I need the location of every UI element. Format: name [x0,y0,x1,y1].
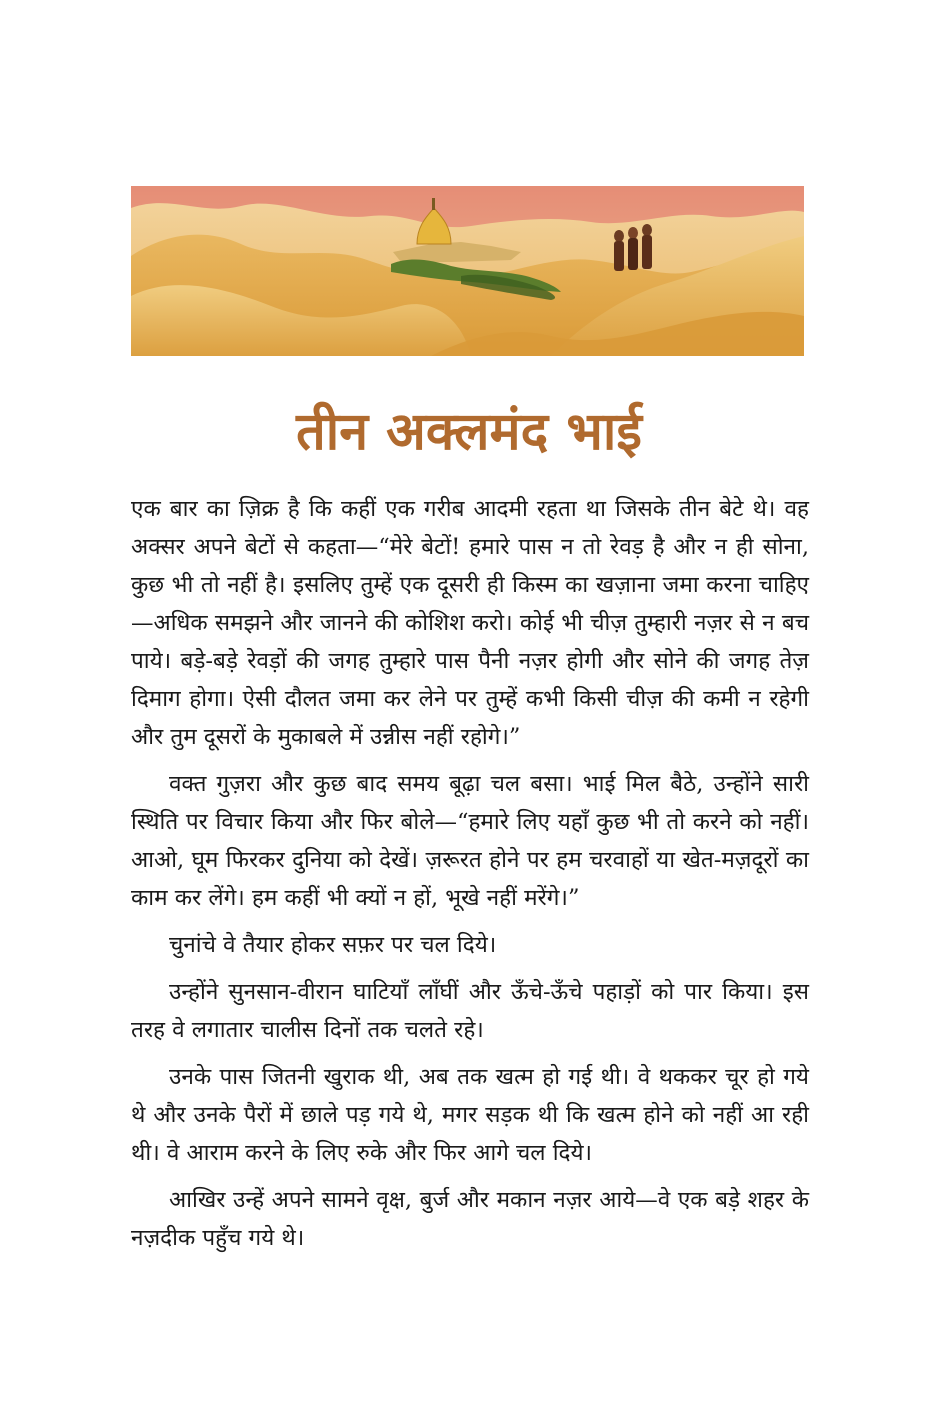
dome-spire [432,198,435,210]
three-travellers [614,224,652,271]
paragraph-4: उन्होंने सुनसान-वीरान घाटियाँ लाँघीं और ऊँचे-ऊँचे पहाड़ों को पार किया। इस तरह वे लगातार चालीस दिनों तक चलते रहे। [131,979,809,1043]
paragraph-2: वक्त गुज़रा और कुछ बाद समय बूढ़ा चल बसा। भाई मिल बैठे, उन्होंने सारी स्थिति पर विचार किया और फिर बोले—“हमारे लिए यहाँ कुछ भी तो करने को नहीं। आओ, घूम फिरकर दुनिया को देखें। ज़रूरत होने पर हम चरवाहों या खेत-मज़दूरों का काम कर लेंगे। हम कहीं भी क्यों न हों, भूखे नहीं मरेंगे।” [131,771,809,911]
story-title: तीन अक्लमंद भाई [296,402,642,462]
paragraph-6: आखिर उन्हें अपने सामने वृक्ष, बुर्ज और मकान नज़र आये—वे एक बड़े शहर के नज़दीक पहुँच गये थे। [131,1187,809,1251]
desert-illustration [131,186,804,356]
paragraph-3: चुनांचे वे तैयार होकर सफ़र पर चल दिये। [169,932,497,958]
paragraph-5: उनके पास जितनी खुराक थी, अब तक खत्म हो गई थी। वे थककर चूर हो गये थे और उनके पैरों में छाले पड़ गये थे, मगर सड़क थी कि खत्म होने को नहीं आ रही थी। वे आराम करने के लिए रुके और फिर आगे चल दिये। [131,1064,809,1166]
desert-illustration-art [131,186,804,356]
story-body [131,490,809,1266]
paragraph-1: एक बार का ज़िक्र है कि कहीं एक गरीब आदमी रहता था जिसके तीन बेटे थे। वह अक्सर अपने बेटों से कहता—“मेरे बेटों! हमारे पास न तो रेवड़ है और न ही सोना, कुछ भी तो नहीं है। इसलिए तुम्हें एक दूसरी ही किस्म का खज़ाना जमा करना चाहिए—अधिक समझने और जानने की कोशिश करो। कोई भी चीज़ तुम्हारी नज़र से न बच पाये। बड़े-बड़े रेवड़ों की जगह तुम्हारे पास पैनी नज़र होगी और सोने की जगह तेज़ दिमाग होगा। ऐसी दौलत जमा कर लेने पर तुम्हें कभी किसी चीज़ की कमी न रहेगी और तुम दूसरों के मुकाबले में उन्नीस नहीं रहोगे।” [131,496,809,750]
